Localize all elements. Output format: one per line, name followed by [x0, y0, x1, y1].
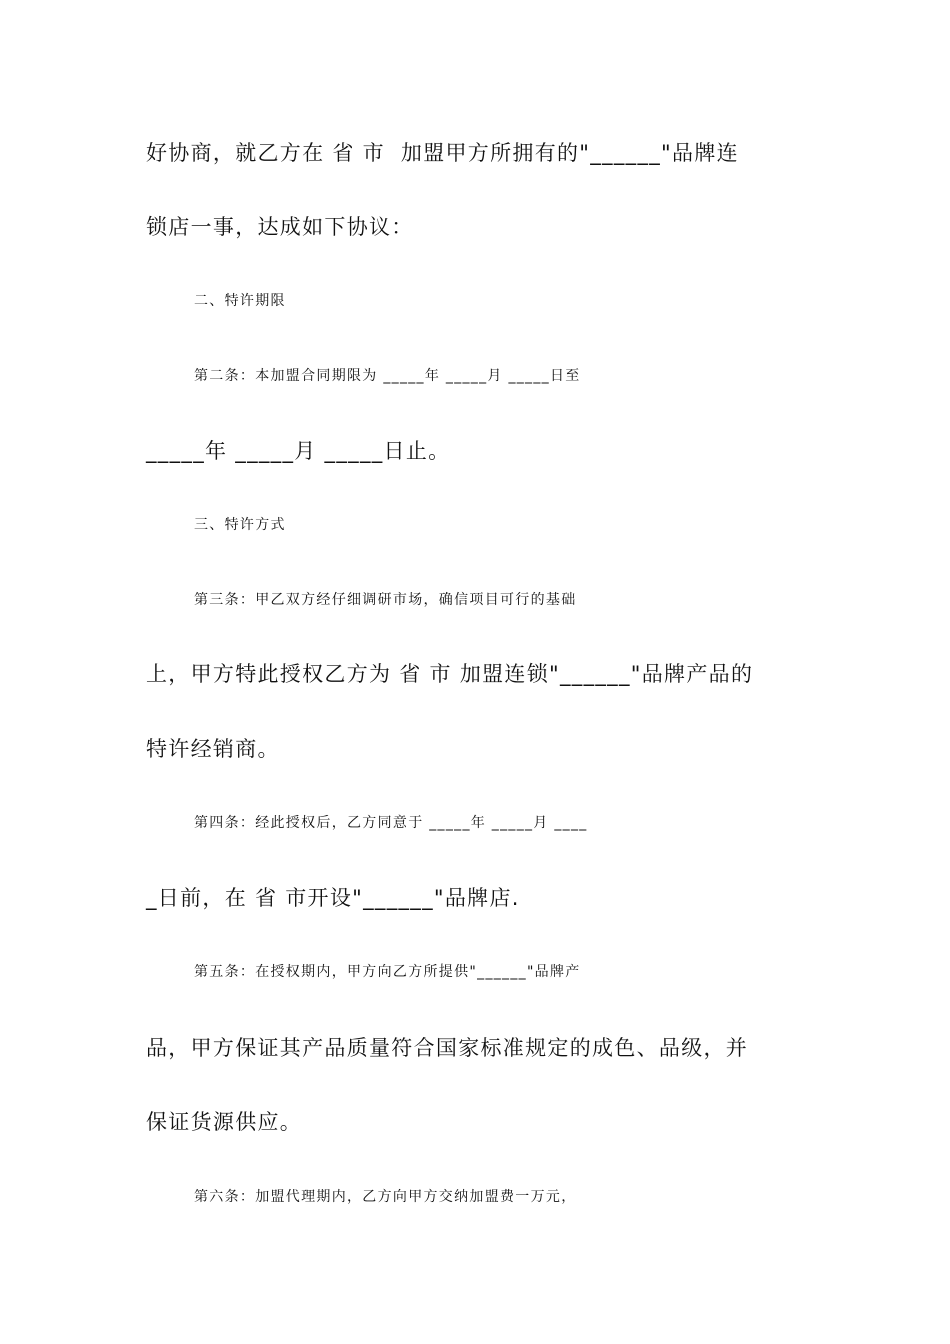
article-5-line-3: 保证货源供应。: [146, 1110, 303, 1134]
section-heading-method: 三、特许方式: [194, 517, 286, 533]
text-line-1: 好协商，就乙方在 省 市 加盟甲方所拥有的"______"品牌连: [146, 141, 739, 165]
section-heading-term: 二、特许期限: [194, 293, 286, 309]
article-5-line-2: 品，甲方保证其产品质量符合国家标准规定的成色、品级，并: [146, 1036, 749, 1060]
article-2-line-1: 第二条：本加盟合同期限为 _____年 _____月 _____日至: [194, 368, 581, 384]
article-6-line-1: 第六条：加盟代理期内，乙方向甲方交纳加盟费一万元，: [194, 1189, 577, 1205]
article-4-line-1: 第四条：经此授权后，乙方同意于 _____年 _____月 ____: [194, 815, 588, 831]
article-3-line-3: 特许经销商。: [146, 737, 280, 761]
article-2-line-2: _____年 _____月 _____日止。: [146, 439, 451, 463]
article-3-line-2: 上，甲方特此授权乙方为 省 市 加盟连锁"______"品牌产品的: [146, 662, 754, 686]
article-4-line-2: _日前，在 省 市开设"______"品牌店.: [146, 886, 520, 910]
article-3-line-1: 第三条：甲乙双方经仔细调研市场，确信项目可行的基础: [194, 592, 577, 608]
text-line-2: 锁店一事，达成如下协议：: [146, 215, 414, 239]
article-5-line-1: 第五条：在授权期内，甲方向乙方所提供"______"品牌产: [194, 964, 581, 980]
